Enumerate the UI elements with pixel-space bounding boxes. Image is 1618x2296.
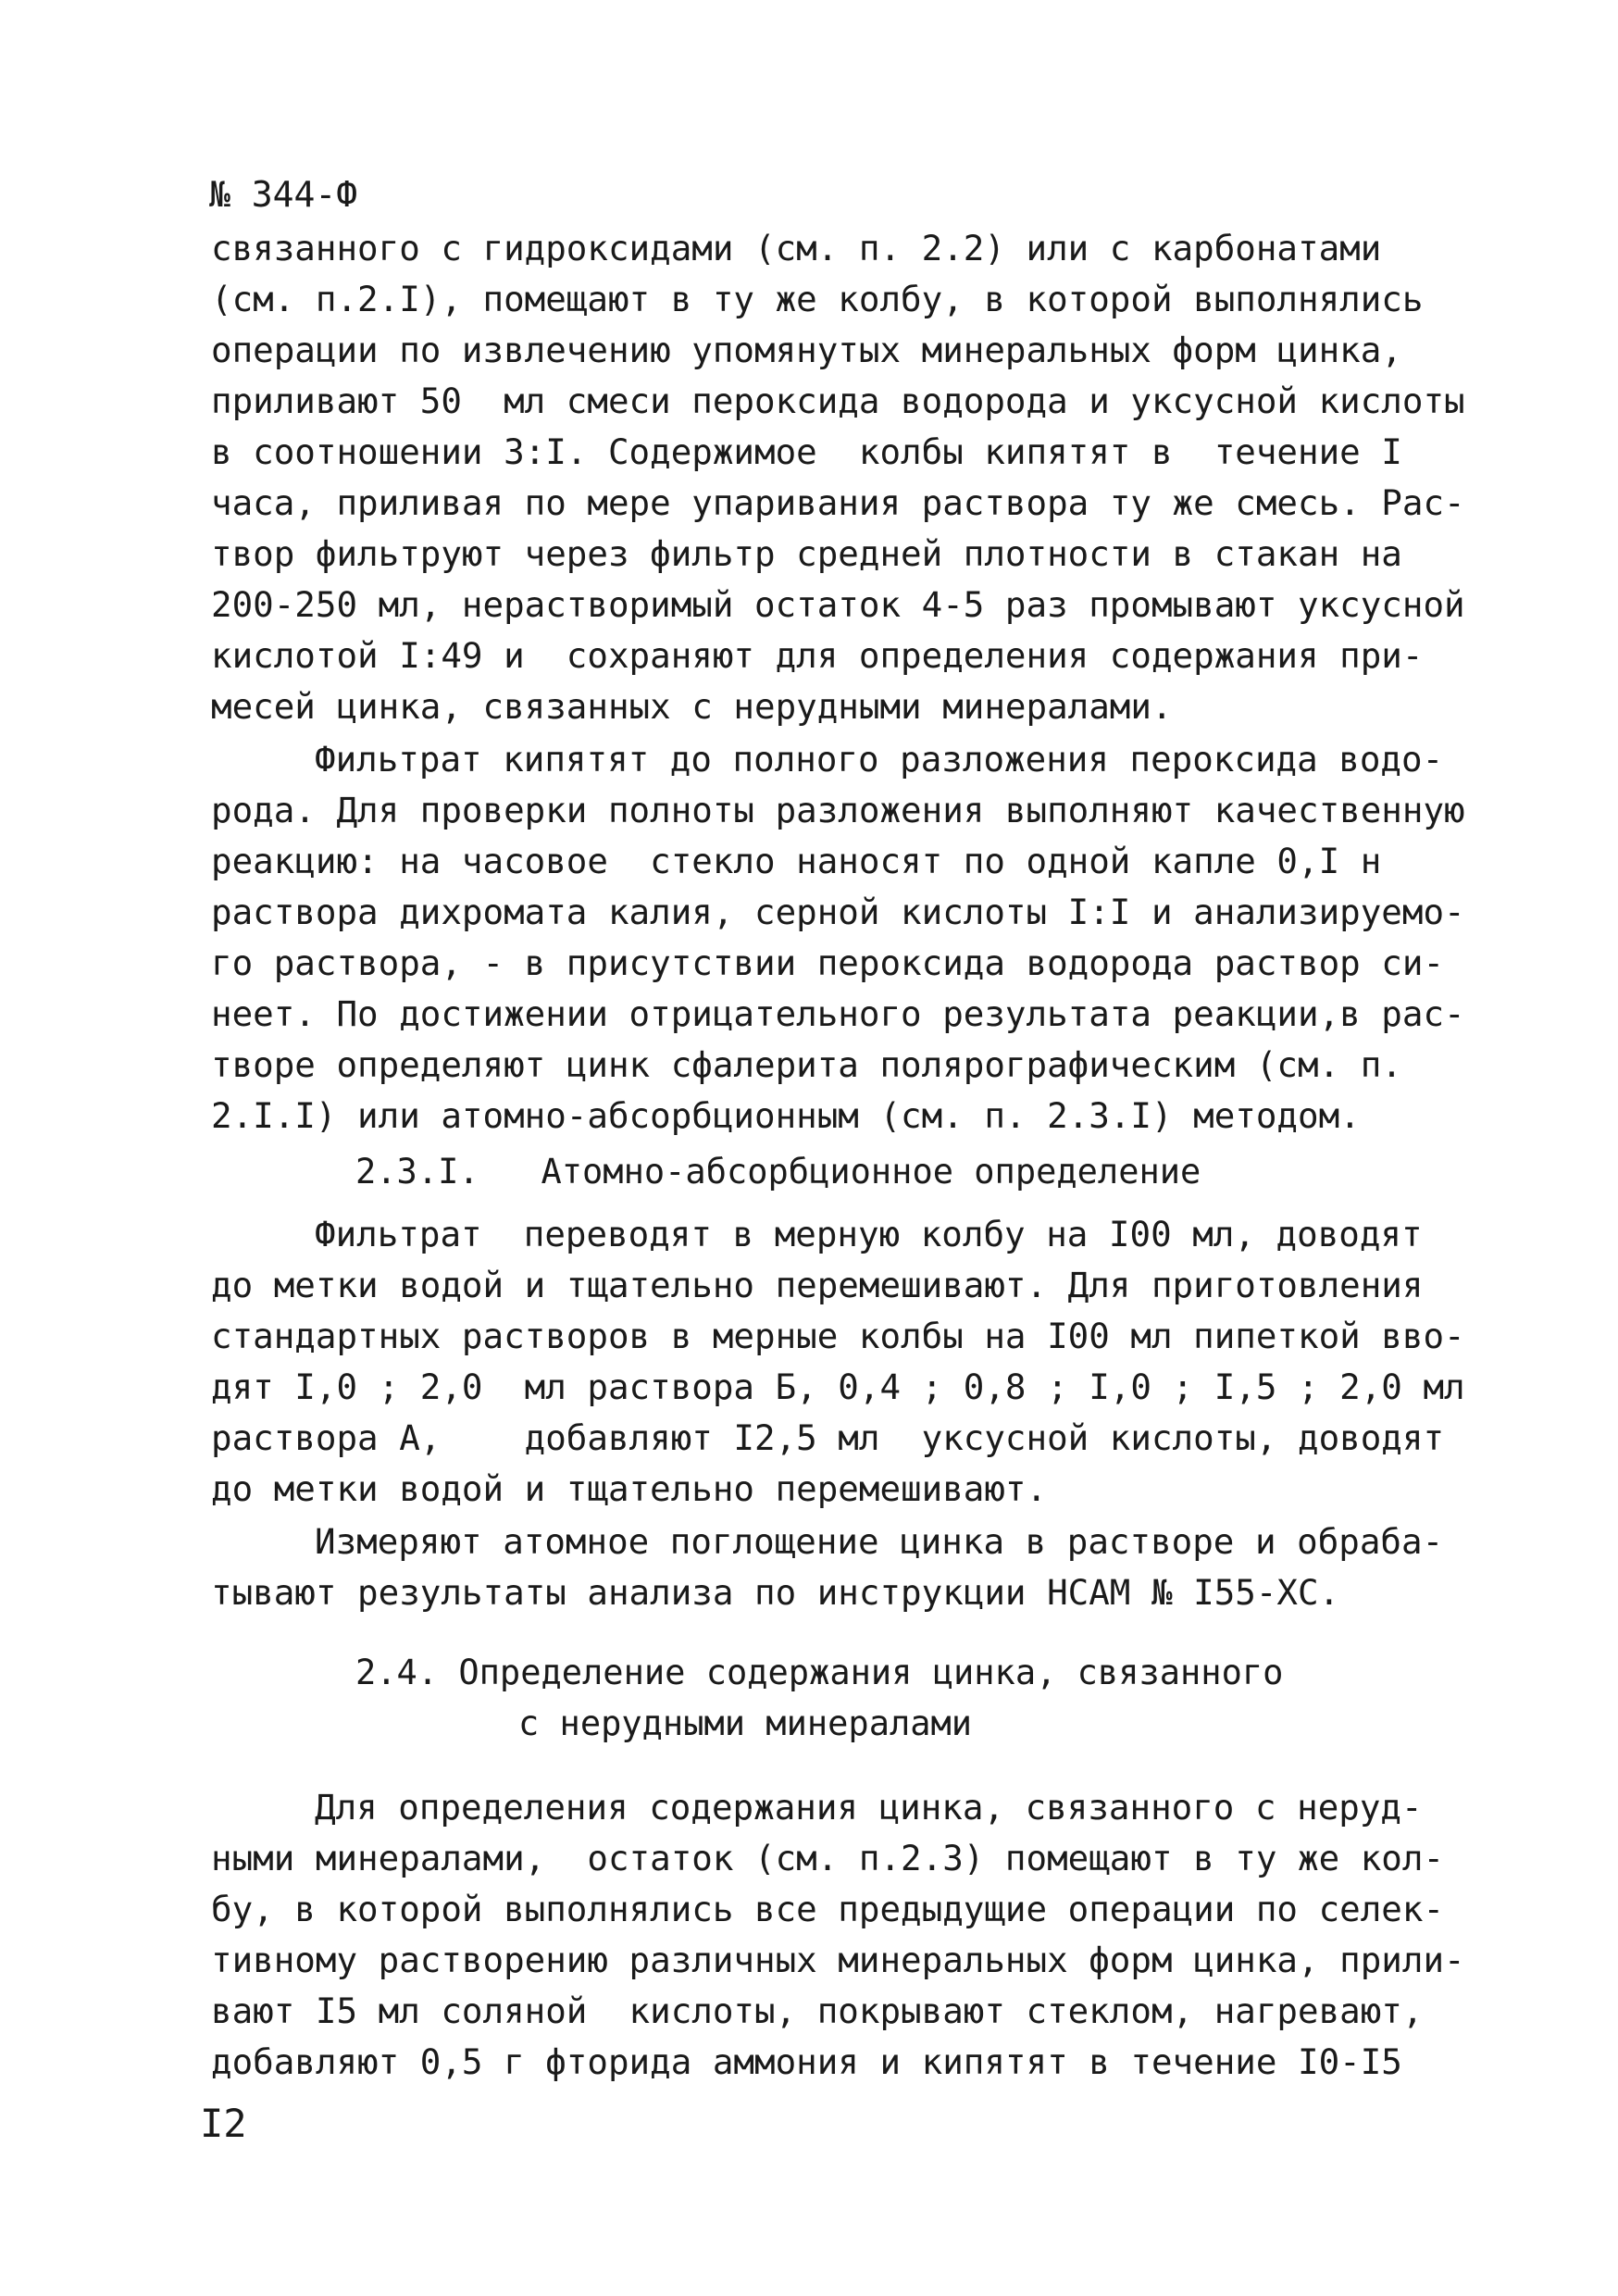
text-line: Фильтрат переводят в мерную колбу на I00 мл, доводят	[315, 1214, 1423, 1254]
text-line: операции по извлечению упомянутых минеральных форм цинка,	[211, 330, 1402, 370]
text-line: раствора А, добавляют I2,5 мл уксусной кислоты, доводят	[211, 1417, 1445, 1458]
text-line: рода. Для проверки полноты разложения выполняют качественную	[211, 790, 1465, 830]
text-line: Фильтрат кипятят до полного разложения пероксида водо-	[315, 739, 1444, 780]
text-line: творе определяют цинк сфалерита полярографическим (см. п.	[211, 1044, 1402, 1085]
text-line: связанного с гидроксидами (см. п. 2.2) или с карбонатами	[211, 228, 1382, 268]
text-line: до метки водой и тщательно перемешивают. Для приготовления	[211, 1265, 1424, 1305]
text-line: до метки водой и тщательно перемешивают.	[211, 1468, 1048, 1509]
text-line: реакцию: на часовое стекло наносят по одной капле 0,I н	[211, 841, 1382, 881]
text-line: твор фильтруют через фильтр средней плотности в стакан на	[211, 533, 1402, 574]
text-line: стандартных растворов в мерные колбы на I00 мл пипеткой вво-	[211, 1316, 1465, 1356]
section-heading: с нерудными минералами	[518, 1703, 973, 1743]
text-line: добавляют 0,5 г фторида аммония и кипятят в течение I0-I5	[211, 2041, 1402, 2082]
text-line: приливают 50 мл смеси пероксида водорода и уксусной кислоты	[211, 381, 1465, 421]
section-heading: 2.3.I. Атомно-абсорбционное определение	[355, 1152, 1201, 1192]
text-line: вают I5 мл соляной кислоты, покрывают стеклом, нагревают,	[211, 1990, 1424, 2031]
text-line: (см. п.2.I), помещают в ту же колбу, в которой выполнялись	[211, 279, 1424, 319]
text-line: тивному растворению различных минеральных форм цинка, прили-	[211, 1940, 1465, 1980]
text-line: ными минералами, остаток (см. п.2.3) помещают в ту же кол-	[211, 1838, 1445, 1878]
text-line: Для определения содержания цинка, связанного с неруд-	[315, 1787, 1423, 1828]
text-line: тывают результаты анализа по инструкции НСАМ № I55-ХС.	[211, 1572, 1340, 1613]
text-line: неет. По достижении отрицательного результата реакции,в рас-	[211, 993, 1465, 1034]
text-line: 200-250 мл, нерастворимый остаток 4-5 раз промывают уксусной	[211, 584, 1465, 625]
text-line: бу, в которой выполнялись все предыдущие операции по селек-	[211, 1889, 1445, 1929]
document-number: № 344-Ф	[209, 174, 358, 215]
text-line: раствора дихромата калия, серной кислоты I:I и анализируемо-	[211, 892, 1465, 932]
section-heading: 2.4. Определение содержания цинка, связанного	[355, 1653, 1284, 1692]
page-number: I2	[200, 2101, 247, 2146]
text-line: месей цинка, связанных с нерудными минералами.	[211, 686, 1173, 727]
text-line: 2.I.I) или атомно-абсорбционным (см. п. 2.3.I) методом.	[211, 1095, 1361, 1136]
text-line: часа, приливая по мере упаривания раствора ту же смесь. Рас-	[211, 482, 1465, 523]
text-line: кислотой I:49 и сохраняют для определения содержания при-	[211, 635, 1424, 676]
text-line: дят I,0 ; 2,0 мл раствора Б, 0,4 ; 0,8 ; I,0 ; I,5 ; 2,0 мл	[211, 1366, 1465, 1407]
text-line: го раствора, - в присутствии пероксида водорода раствор си-	[211, 942, 1445, 983]
text-line: Измеряют атомное поглощение цинка в растворе и обраба-	[315, 1521, 1444, 1562]
text-line: в соотношении 3:I. Содержимое колбы кипятят в течение I	[211, 431, 1402, 472]
